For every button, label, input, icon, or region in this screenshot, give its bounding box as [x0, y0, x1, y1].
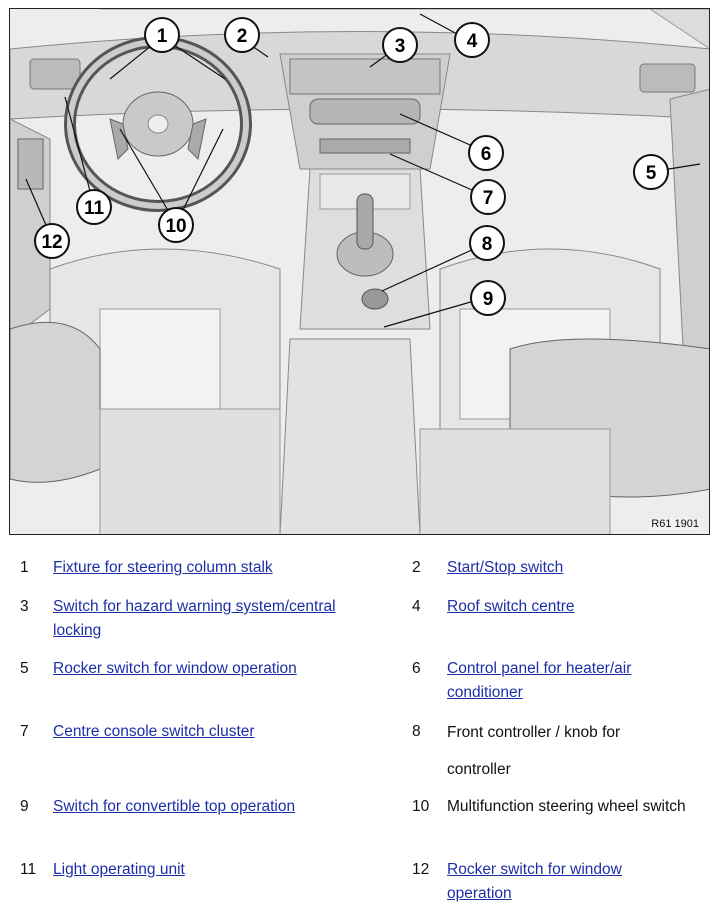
callout-4: 4	[466, 31, 478, 52]
legend-num: 10	[412, 798, 430, 815]
legend-num: 12	[412, 861, 430, 878]
legend-link-steering-stalk-fixture[interactable]: Fixture for steering column stalk	[53, 559, 273, 576]
cockpit-drawing	[10, 9, 710, 535]
legend-link-centre-console-switch-cluster[interactable]: Centre console switch cluster	[53, 723, 255, 740]
callout-3: 3	[394, 36, 406, 57]
interior-illustration	[9, 8, 710, 535]
legend-link-light-operating-unit[interactable]: Light operating unit	[53, 861, 185, 878]
legend-link-window-rocker-switch-rear[interactable]: Rocker switch for window operation	[447, 861, 622, 902]
legend-text-multifunction-wheel-switch: Multifunction steering wheel switch	[447, 798, 686, 815]
legend-text-front-controller: Front controller / knob for controller	[447, 724, 621, 778]
legend-num: 11	[20, 861, 37, 878]
callout-9: 9	[482, 289, 494, 310]
callout-7: 7	[482, 188, 494, 209]
legend-link-start-stop-switch[interactable]: Start/Stop switch	[447, 559, 564, 576]
legend-num: 9	[20, 798, 29, 815]
legend-num: 2	[412, 559, 421, 576]
callout-10: 10	[165, 216, 187, 237]
legend-num: 4	[412, 598, 421, 615]
callout-12: 12	[41, 232, 63, 253]
legend-link-convertible-top-switch[interactable]: Switch for convertible top operation	[53, 798, 296, 815]
legend-link-window-rocker-switch[interactable]: Rocker switch for window operation	[53, 660, 297, 677]
legend-num: 6	[412, 660, 421, 677]
legend-link-roof-switch-centre[interactable]: Roof switch centre	[447, 598, 575, 615]
legend-link-hazard-central-locking-switch[interactable]: Switch for hazard warning system/central locking	[53, 598, 336, 639]
legend-num: 3	[20, 598, 29, 615]
legend-num: 1	[20, 559, 29, 576]
callout-1: 1	[156, 26, 168, 47]
figure-code: R61 1901	[651, 518, 699, 530]
callout-5: 5	[645, 163, 657, 184]
callout-8: 8	[481, 234, 493, 255]
callout-2: 2	[236, 26, 248, 47]
callout-11: 11	[83, 198, 105, 219]
legend-num: 5	[20, 660, 29, 677]
callout-6: 6	[480, 144, 492, 165]
legend-num: 7	[20, 723, 29, 740]
legend-link-heater-ac-control-panel[interactable]: Control panel for heater/air conditioner	[447, 660, 632, 701]
legend-num: 8	[412, 723, 421, 740]
